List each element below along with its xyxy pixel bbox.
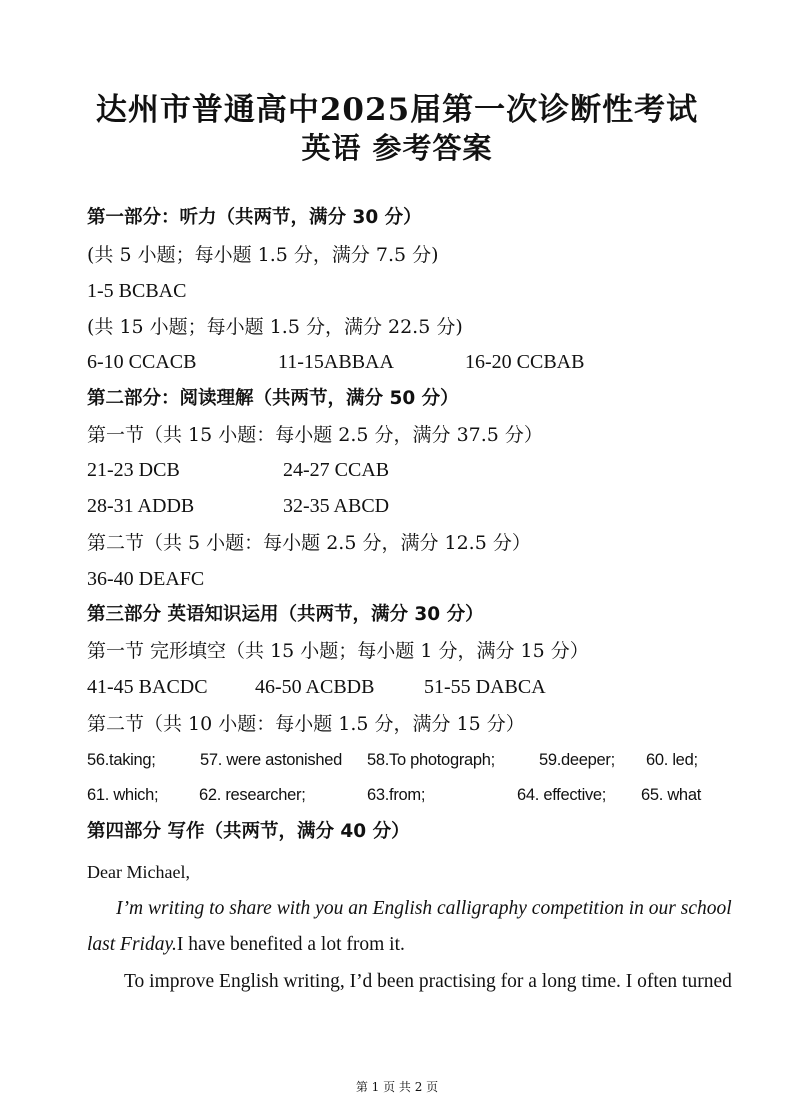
letter-text: I have benefited a lot from it. [176,934,405,955]
part1-answer-group: 16-20 CCBAB [465,351,585,373]
letter-salutation: Dear Michael, [87,862,190,882]
part1-heading: 第一部分：听力（共两节，满分 30 分） [87,207,422,228]
part1-answer-group: 11-15ABBAA [278,351,394,373]
part3-sec2-note: 第二节（共 10 小题：每小题 1.5 分，满分 15 分） [87,713,525,735]
exam-subtitle: 英语 参考答案 [301,131,493,165]
part2-sec2-answers: 36-40 DEAFC [87,568,205,590]
letter-italic-text: last Friday. [87,934,177,955]
part1-sec2-note: (共 15 小题；每小题 1.5 分，满分 22.5 分) [87,316,463,338]
letter-line: To improve English writing, I’d been practising for a long time. I often turned [124,971,732,992]
part1-sec1-note: (共 5 小题；每小题 1.5 分，满分 7.5 分) [87,244,439,266]
part2-answer-group: 21-23 DCB [87,459,180,481]
part2-sec1-note: 第一节（共 15 小题：每小题 2.5 分，满分 37.5 分） [87,424,543,446]
blank-answer: 62. researcher; [199,786,306,804]
part2-answer-group: 28-31 ADDB [87,495,195,517]
blank-answer: 60. led; [646,751,698,769]
blank-answer: 59.deeper; [539,751,615,769]
part4-heading: 第四部分 写作（共两节，满分 40 分） [87,821,410,842]
exam-title: 达州市普通高中2025届第一次诊断性考试 [95,92,699,128]
part1-sec1-answers: 1-5 BCBAC [87,280,187,302]
blank-answer: 65. what [641,786,701,804]
blank-answer: 63.from; [367,786,426,804]
part3-heading: 第三部分 英语知识运用（共两节，满分 30 分） [87,604,484,625]
part3-answer-group: 51-55 DABCA [424,676,546,698]
part3-sec1-note: 第一节 完形填空（共 15 小题；每小题 1 分，满分 15 分） [87,640,589,662]
part2-answer-group: 32-35 ABCD [283,495,390,517]
page-number: 第 1 页 共 2 页 [355,1080,439,1094]
blank-answer: 58.To photograph; [367,751,495,769]
part1-answer-group: 6-10 CCACB [87,351,197,373]
blank-answer: 57. were astonished [200,751,342,769]
part2-answer-group: 24-27 CCAB [283,459,390,481]
part3-answer-group: 41-45 BACDC [87,676,208,698]
part2-heading: 第二部分：阅读理解（共两节，满分 50 分） [87,388,459,409]
letter-line [87,933,405,957]
letter-line: I’m writing to share with you an English calligraphy competition in our school [116,898,732,919]
blank-answer: 61. which; [87,786,159,804]
part2-sec2-note: 第二节（共 5 小题：每小题 2.5 分，满分 12.5 分） [87,532,531,554]
blank-answer: 56.taking; [87,751,156,769]
blank-answer: 64. effective; [517,786,607,804]
part3-answer-group: 46-50 ACBDB [255,676,375,698]
